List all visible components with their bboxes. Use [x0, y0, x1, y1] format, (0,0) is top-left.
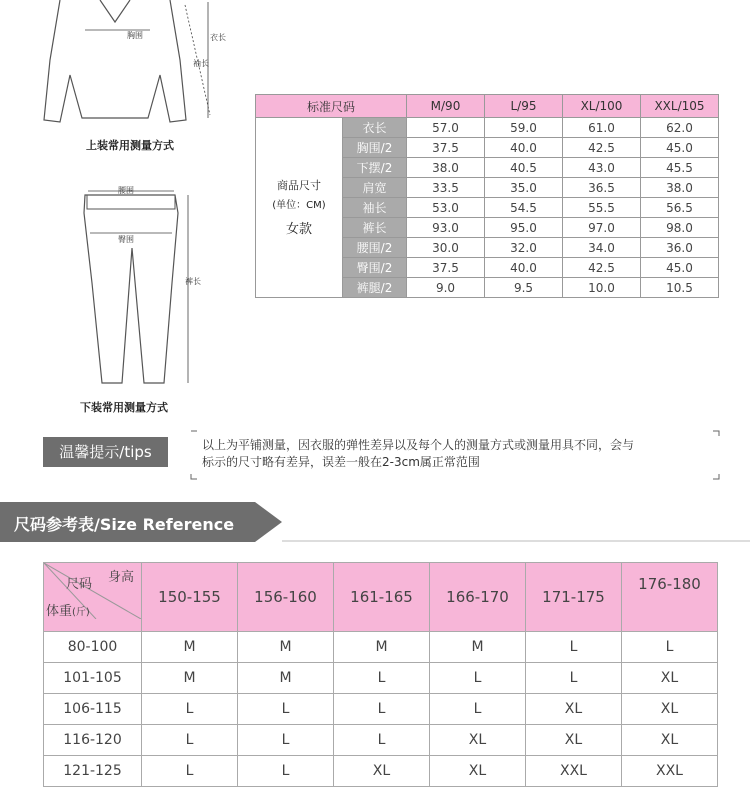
table-cell: 30.0 — [407, 238, 485, 258]
table-cell: 45.0 — [641, 258, 719, 278]
measure-name: 衣长 — [343, 118, 407, 138]
table-row — [44, 694, 718, 725]
table-cell: 57.0 — [407, 118, 485, 138]
tips-bracket-right — [712, 430, 720, 480]
measure-name: 袖长 — [343, 198, 407, 218]
size-cell: M — [142, 632, 238, 663]
size-cell: L — [142, 756, 238, 787]
weight-cell: 101-105 — [44, 663, 142, 694]
size-cell: XL — [430, 725, 526, 756]
table-cell: 32.0 — [485, 238, 563, 258]
table-cell: 56.5 — [641, 198, 719, 218]
size-cell: L — [142, 725, 238, 756]
size-cell: XXL — [526, 756, 622, 787]
size-cell: XL — [526, 694, 622, 725]
table-row — [44, 725, 718, 756]
size-cell: XL — [334, 756, 430, 787]
table-cell: 42.5 — [563, 258, 641, 278]
measure-name: 肩宽 — [343, 178, 407, 198]
table-cell: 38.0 — [641, 178, 719, 198]
size-cell: XL — [526, 725, 622, 756]
table-cell: 55.5 — [563, 198, 641, 218]
measure-name: 下摆/2 — [343, 158, 407, 178]
chest-label: 胸围 — [127, 31, 143, 40]
weight-cell: 106-115 — [44, 694, 142, 725]
size-table-header — [256, 95, 719, 118]
table-cell: 35.0 — [485, 178, 563, 198]
table-cell: 95.0 — [485, 218, 563, 238]
table-row — [44, 663, 718, 694]
weight-cell: 121-125 — [44, 756, 142, 787]
table-cell: 9.5 — [485, 278, 563, 298]
size-cell: XL — [622, 725, 718, 756]
size-cell: XL — [430, 756, 526, 787]
table-row — [44, 756, 718, 787]
table-cell: 10.0 — [563, 278, 641, 298]
size-cell: L — [334, 694, 430, 725]
height-col: 176-180 — [622, 563, 718, 632]
weight-cell: 80-100 — [44, 632, 142, 663]
size-reference-table — [43, 562, 718, 787]
size-cell: L — [334, 725, 430, 756]
height-col: 156-160 — [238, 563, 334, 632]
tips-bracket-left — [190, 430, 198, 480]
measure-name: 腰围/2 — [343, 238, 407, 258]
tips-button: 温馨提示/tips — [43, 437, 168, 467]
table-cell: 98.0 — [641, 218, 719, 238]
size-header-label: 标准尺码 — [256, 95, 407, 118]
table-cell: 93.0 — [407, 218, 485, 238]
bottom-figure-caption: 下装常用测量方式 — [80, 401, 168, 414]
group-line: 商品尺寸 — [277, 178, 321, 192]
group-unit: (单位：CM) — [272, 199, 326, 211]
height-col: 161-165 — [334, 563, 430, 632]
size-cell: L — [142, 694, 238, 725]
top-figure-caption: 上装常用测量方式 — [86, 139, 174, 152]
table-cell: 45.5 — [641, 158, 719, 178]
measure-name: 臀围/2 — [343, 258, 407, 278]
tips-line: 标示的尺寸略有差异，误差一般在2-3cm属正常范围 — [202, 455, 480, 469]
size-cell: XXL — [622, 756, 718, 787]
pants-illustration — [60, 183, 200, 393]
table-cell: 38.0 — [407, 158, 485, 178]
table-cell: 97.0 — [563, 218, 641, 238]
table-cell: 62.0 — [641, 118, 719, 138]
table-row — [44, 632, 718, 663]
corner-weight — [46, 600, 90, 619]
weight-cell: 116-120 — [44, 725, 142, 756]
table-cell: 37.5 — [407, 258, 485, 278]
table-cell: 43.0 — [563, 158, 641, 178]
size-table — [255, 94, 719, 298]
height-col: 171-175 — [526, 563, 622, 632]
corner-cell — [44, 563, 142, 632]
group-gender: 女款 — [285, 221, 312, 237]
table-cell: 54.5 — [485, 198, 563, 218]
size-cell: L — [238, 694, 334, 725]
length-label: 衣长 — [210, 33, 226, 42]
table-cell: 34.0 — [563, 238, 641, 258]
size-cell: M — [334, 632, 430, 663]
table-cell: 37.5 — [407, 138, 485, 158]
table-cell: 61.0 — [563, 118, 641, 138]
size-cell: M — [142, 663, 238, 694]
corner-weight-unit: (斤) — [72, 607, 90, 618]
size-cell: M — [238, 632, 334, 663]
corner-weight-text: 体重 — [46, 604, 73, 619]
table-row — [256, 118, 719, 138]
table-cell: 40.5 — [485, 158, 563, 178]
product-size-group — [256, 118, 343, 298]
table-cell: 40.0 — [485, 138, 563, 158]
size-cell: M — [238, 663, 334, 694]
tips-text — [202, 437, 712, 471]
size-col: XL/100 — [563, 95, 641, 118]
corner-height: 身高 — [108, 570, 135, 585]
hip-label: 臀围 — [118, 235, 134, 244]
measure-name: 裤长 — [343, 218, 407, 238]
size-cell: L — [430, 694, 526, 725]
size-cell: L — [430, 663, 526, 694]
table-cell: 33.5 — [407, 178, 485, 198]
tips-line: 以上为平铺测量，因衣服的弹性差异以及每个人的测量方式或测量用具不同，会与 — [202, 438, 635, 452]
table-cell: 45.0 — [641, 138, 719, 158]
height-col: 166-170 — [430, 563, 526, 632]
size-cell: L — [238, 725, 334, 756]
table-cell: 9.0 — [407, 278, 485, 298]
size-col: M/90 — [407, 95, 485, 118]
measure-name: 胸围/2 — [343, 138, 407, 158]
reference-title: 尺码参考表/Size Reference — [14, 515, 235, 534]
size-col: L/95 — [485, 95, 563, 118]
size-cell: L — [526, 632, 622, 663]
corner-size: 尺码 — [66, 577, 93, 592]
size-col: XXL/105 — [641, 95, 719, 118]
height-col: 150-155 — [142, 563, 238, 632]
table-cell: 10.5 — [641, 278, 719, 298]
pants-length-label: 裤长 — [185, 277, 201, 286]
reference-header-row — [44, 563, 718, 632]
measure-name: 裤腿/2 — [343, 278, 407, 298]
size-cell: XL — [622, 694, 718, 725]
table-cell: 53.0 — [407, 198, 485, 218]
table-cell: 59.0 — [485, 118, 563, 138]
size-cell: L — [334, 663, 430, 694]
sleeve-label: 袖长 — [193, 59, 209, 68]
size-cell: M — [430, 632, 526, 663]
waist-label: 腰围 — [118, 186, 134, 195]
size-cell: XL — [622, 663, 718, 694]
table-cell: 36.0 — [641, 238, 719, 258]
size-cell: L — [526, 663, 622, 694]
size-cell: L — [238, 756, 334, 787]
table-cell: 42.5 — [563, 138, 641, 158]
table-cell: 36.5 — [563, 178, 641, 198]
table-cell: 40.0 — [485, 258, 563, 278]
size-cell: L — [622, 632, 718, 663]
